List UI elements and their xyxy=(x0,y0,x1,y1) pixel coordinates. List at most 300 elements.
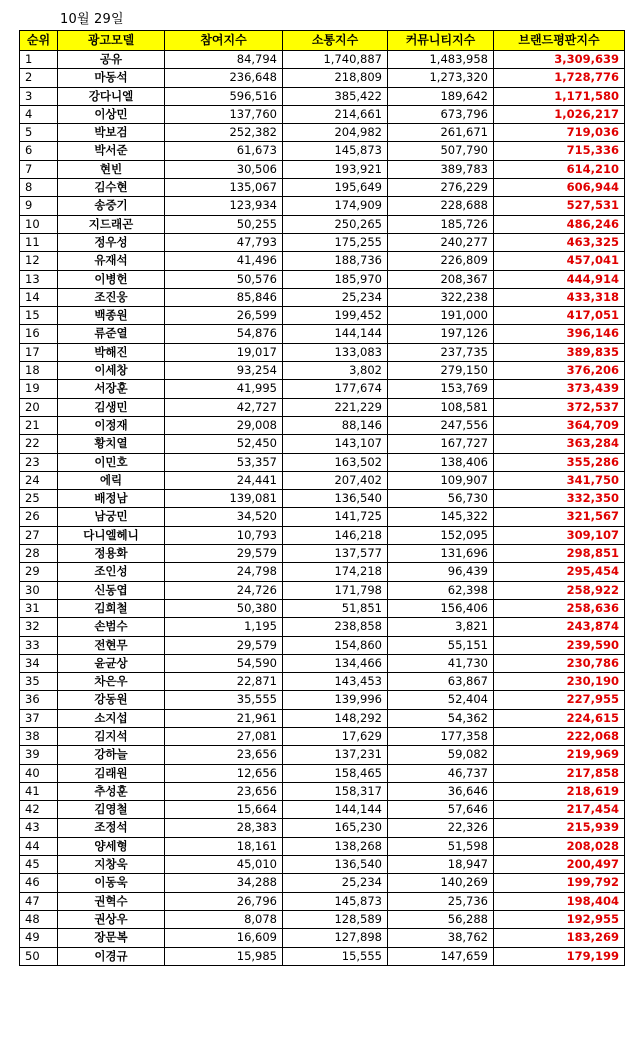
brand-reputation-cell: 457,041 xyxy=(494,252,625,270)
table-row xyxy=(20,270,625,288)
brand-reputation-cell: 614,210 xyxy=(494,160,625,178)
model-name-cell: 신동엽 xyxy=(58,581,165,599)
community-cell: 145,322 xyxy=(388,508,494,526)
communication-cell: 17,629 xyxy=(283,727,388,745)
communication-cell: 141,725 xyxy=(283,508,388,526)
participation-cell: 19,017 xyxy=(165,343,283,361)
rank-cell: 12 xyxy=(20,252,58,270)
table-row xyxy=(20,215,625,233)
brand-reputation-cell: 606,944 xyxy=(494,179,625,197)
rank-cell: 50 xyxy=(20,947,58,965)
brand-reputation-cell: 355,286 xyxy=(494,453,625,471)
community-cell: 261,671 xyxy=(388,124,494,142)
rank-cell: 38 xyxy=(20,727,58,745)
model-name-cell: 김수현 xyxy=(58,179,165,197)
communication-cell: 137,577 xyxy=(283,545,388,563)
community-cell: 57,646 xyxy=(388,801,494,819)
communication-cell: 128,589 xyxy=(283,910,388,928)
participation-cell: 26,796 xyxy=(165,892,283,910)
model-name-cell: 김희철 xyxy=(58,599,165,617)
model-name-cell: 강하늘 xyxy=(58,746,165,764)
brand-reputation-cell: 376,206 xyxy=(494,362,625,380)
table-row xyxy=(20,874,625,892)
table-row xyxy=(20,563,625,581)
table-row xyxy=(20,892,625,910)
rank-cell: 18 xyxy=(20,362,58,380)
brand-reputation-cell: 463,325 xyxy=(494,233,625,251)
participation-cell: 28,383 xyxy=(165,819,283,837)
community-cell: 25,736 xyxy=(388,892,494,910)
table-row xyxy=(20,51,625,69)
rank-cell: 3 xyxy=(20,87,58,105)
rank-cell: 44 xyxy=(20,837,58,855)
community-cell: 55,151 xyxy=(388,636,494,654)
brand-reputation-cell: 217,858 xyxy=(494,764,625,782)
community-cell: 507,790 xyxy=(388,142,494,160)
table-row xyxy=(20,709,625,727)
table-row xyxy=(20,819,625,837)
model-name-cell: 배정남 xyxy=(58,490,165,508)
model-name-cell: 전현무 xyxy=(58,636,165,654)
communication-cell: 165,230 xyxy=(283,819,388,837)
brand-reputation-cell: 224,615 xyxy=(494,709,625,727)
table-row xyxy=(20,252,625,270)
header-community: 커뮤니티지수 xyxy=(388,31,494,51)
community-cell: 22,326 xyxy=(388,819,494,837)
table-row xyxy=(20,654,625,672)
community-cell: 177,358 xyxy=(388,727,494,745)
brand-reputation-cell: 258,636 xyxy=(494,599,625,617)
brand-reputation-cell: 719,036 xyxy=(494,124,625,142)
participation-cell: 1,195 xyxy=(165,618,283,636)
communication-cell: 136,540 xyxy=(283,856,388,874)
rank-cell: 27 xyxy=(20,526,58,544)
table-row xyxy=(20,362,625,380)
rank-cell: 2 xyxy=(20,69,58,87)
rank-cell: 4 xyxy=(20,105,58,123)
brand-reputation-cell: 1,171,580 xyxy=(494,87,625,105)
rank-cell: 20 xyxy=(20,398,58,416)
rank-cell: 26 xyxy=(20,508,58,526)
communication-cell: 221,229 xyxy=(283,398,388,416)
communication-cell: 133,083 xyxy=(283,343,388,361)
communication-cell: 145,873 xyxy=(283,892,388,910)
community-cell: 36,646 xyxy=(388,782,494,800)
date-label: 10월 29일 xyxy=(60,12,124,27)
model-name-cell: 에릭 xyxy=(58,471,165,489)
communication-cell: 144,144 xyxy=(283,801,388,819)
model-name-cell: 지드래곤 xyxy=(58,215,165,233)
table-row xyxy=(20,947,625,965)
rank-cell: 15 xyxy=(20,307,58,325)
rank-cell: 33 xyxy=(20,636,58,654)
rank-cell: 46 xyxy=(20,874,58,892)
community-cell: 3,821 xyxy=(388,618,494,636)
model-name-cell: 강다니엘 xyxy=(58,87,165,105)
rank-cell: 36 xyxy=(20,691,58,709)
participation-cell: 54,590 xyxy=(165,654,283,672)
table-row xyxy=(20,746,625,764)
participation-cell: 50,380 xyxy=(165,599,283,617)
model-name-cell: 이동욱 xyxy=(58,874,165,892)
communication-cell: 1,740,887 xyxy=(283,51,388,69)
community-cell: 108,581 xyxy=(388,398,494,416)
communication-cell: 145,873 xyxy=(283,142,388,160)
model-name-cell: 이정재 xyxy=(58,416,165,434)
community-cell: 185,726 xyxy=(388,215,494,233)
communication-cell: 158,317 xyxy=(283,782,388,800)
communication-cell: 139,996 xyxy=(283,691,388,709)
community-cell: 51,598 xyxy=(388,837,494,855)
rank-cell: 17 xyxy=(20,343,58,361)
participation-cell: 54,876 xyxy=(165,325,283,343)
rank-cell: 49 xyxy=(20,929,58,947)
community-cell: 247,556 xyxy=(388,416,494,434)
participation-cell: 10,793 xyxy=(165,526,283,544)
rank-cell: 37 xyxy=(20,709,58,727)
table-row xyxy=(20,398,625,416)
community-cell: 197,126 xyxy=(388,325,494,343)
model-name-cell: 장문복 xyxy=(58,929,165,947)
communication-cell: 250,265 xyxy=(283,215,388,233)
brand-reputation-cell: 298,851 xyxy=(494,545,625,563)
model-name-cell: 박서준 xyxy=(58,142,165,160)
rank-cell: 22 xyxy=(20,435,58,453)
table-row xyxy=(20,160,625,178)
rank-cell: 1 xyxy=(20,51,58,69)
rank-cell: 41 xyxy=(20,782,58,800)
model-name-cell: 소지섭 xyxy=(58,709,165,727)
rank-cell: 21 xyxy=(20,416,58,434)
table-row xyxy=(20,233,625,251)
brand-reputation-cell: 3,309,639 xyxy=(494,51,625,69)
table-row xyxy=(20,197,625,215)
model-name-cell: 유재석 xyxy=(58,252,165,270)
participation-cell: 22,871 xyxy=(165,673,283,691)
brand-reputation-cell: 1,728,776 xyxy=(494,69,625,87)
table-row xyxy=(20,545,625,563)
communication-cell: 171,798 xyxy=(283,581,388,599)
brand-reputation-cell: 192,955 xyxy=(494,910,625,928)
community-cell: 54,362 xyxy=(388,709,494,727)
brand-reputation-cell: 199,792 xyxy=(494,874,625,892)
communication-cell: 195,649 xyxy=(283,179,388,197)
communication-cell: 199,452 xyxy=(283,307,388,325)
communication-cell: 25,234 xyxy=(283,874,388,892)
table-row xyxy=(20,325,625,343)
communication-cell: 193,921 xyxy=(283,160,388,178)
participation-cell: 15,985 xyxy=(165,947,283,965)
participation-cell: 61,673 xyxy=(165,142,283,160)
brand-reputation-cell: 527,531 xyxy=(494,197,625,215)
model-name-cell: 윤균상 xyxy=(58,654,165,672)
participation-cell: 27,081 xyxy=(165,727,283,745)
community-cell: 138,406 xyxy=(388,453,494,471)
model-name-cell: 김영철 xyxy=(58,801,165,819)
table-row xyxy=(20,124,625,142)
participation-cell: 596,516 xyxy=(165,87,283,105)
communication-cell: 238,858 xyxy=(283,618,388,636)
brand-reputation-cell: 219,969 xyxy=(494,746,625,764)
rank-cell: 30 xyxy=(20,581,58,599)
participation-cell: 18,161 xyxy=(165,837,283,855)
brand-reputation-cell: 200,497 xyxy=(494,856,625,874)
participation-cell: 50,576 xyxy=(165,270,283,288)
communication-cell: 204,982 xyxy=(283,124,388,142)
brand-reputation-cell: 444,914 xyxy=(494,270,625,288)
community-cell: 147,659 xyxy=(388,947,494,965)
table-row xyxy=(20,727,625,745)
table-row xyxy=(20,435,625,453)
model-name-cell: 이민호 xyxy=(58,453,165,471)
participation-cell: 47,793 xyxy=(165,233,283,251)
model-name-cell: 박보검 xyxy=(58,124,165,142)
community-cell: 38,762 xyxy=(388,929,494,947)
rank-cell: 25 xyxy=(20,490,58,508)
model-name-cell: 정용화 xyxy=(58,545,165,563)
table-row xyxy=(20,508,625,526)
participation-cell: 85,846 xyxy=(165,288,283,306)
model-name-cell: 황치열 xyxy=(58,435,165,453)
rank-cell: 6 xyxy=(20,142,58,160)
model-name-cell: 서장훈 xyxy=(58,380,165,398)
participation-cell: 26,599 xyxy=(165,307,283,325)
rank-cell: 23 xyxy=(20,453,58,471)
brand-reputation-cell: 198,404 xyxy=(494,892,625,910)
model-name-cell: 조정석 xyxy=(58,819,165,837)
model-name-cell: 이경규 xyxy=(58,947,165,965)
brand-reputation-cell: 218,619 xyxy=(494,782,625,800)
participation-cell: 137,760 xyxy=(165,105,283,123)
brand-reputation-cell: 179,199 xyxy=(494,947,625,965)
community-cell: 167,727 xyxy=(388,435,494,453)
communication-cell: 15,555 xyxy=(283,947,388,965)
table-row xyxy=(20,179,625,197)
communication-cell: 134,466 xyxy=(283,654,388,672)
community-cell: 153,769 xyxy=(388,380,494,398)
model-name-cell: 손범수 xyxy=(58,618,165,636)
model-name-cell: 권혁수 xyxy=(58,892,165,910)
brand-reputation-cell: 295,454 xyxy=(494,563,625,581)
brand-reputation-cell: 715,336 xyxy=(494,142,625,160)
model-name-cell: 류준열 xyxy=(58,325,165,343)
participation-cell: 139,081 xyxy=(165,490,283,508)
community-cell: 322,238 xyxy=(388,288,494,306)
brand-reputation-cell: 258,922 xyxy=(494,581,625,599)
community-cell: 56,288 xyxy=(388,910,494,928)
brand-reputation-cell: 217,454 xyxy=(494,801,625,819)
brand-reputation-cell: 230,190 xyxy=(494,673,625,691)
participation-cell: 24,798 xyxy=(165,563,283,581)
communication-cell: 148,292 xyxy=(283,709,388,727)
model-name-cell: 이세창 xyxy=(58,362,165,380)
communication-cell: 385,422 xyxy=(283,87,388,105)
participation-cell: 252,382 xyxy=(165,124,283,142)
participation-cell: 45,010 xyxy=(165,856,283,874)
brand-reputation-cell: 1,026,217 xyxy=(494,105,625,123)
community-cell: 673,796 xyxy=(388,105,494,123)
model-name-cell: 공유 xyxy=(58,51,165,69)
table-row xyxy=(20,581,625,599)
participation-cell: 34,288 xyxy=(165,874,283,892)
community-cell: 63,867 xyxy=(388,673,494,691)
communication-cell: 88,146 xyxy=(283,416,388,434)
community-cell: 1,483,958 xyxy=(388,51,494,69)
header-brand-reputation: 브랜드평판지수 xyxy=(494,31,625,51)
communication-cell: 127,898 xyxy=(283,929,388,947)
participation-cell: 16,609 xyxy=(165,929,283,947)
communication-cell: 158,465 xyxy=(283,764,388,782)
table-body xyxy=(20,51,625,966)
table-row xyxy=(20,69,625,87)
communication-cell: 174,218 xyxy=(283,563,388,581)
participation-cell: 29,008 xyxy=(165,416,283,434)
table-row xyxy=(20,142,625,160)
brand-reputation-cell: 363,284 xyxy=(494,435,625,453)
brand-reputation-cell: 417,051 xyxy=(494,307,625,325)
brand-reputation-cell: 364,709 xyxy=(494,416,625,434)
table-row xyxy=(20,856,625,874)
header-communication: 소통지수 xyxy=(283,31,388,51)
rank-cell: 39 xyxy=(20,746,58,764)
table-row xyxy=(20,764,625,782)
rank-cell: 5 xyxy=(20,124,58,142)
participation-cell: 23,656 xyxy=(165,746,283,764)
model-name-cell: 김생민 xyxy=(58,398,165,416)
communication-cell: 218,809 xyxy=(283,69,388,87)
header-rank: 순위 xyxy=(20,31,58,51)
participation-cell: 52,450 xyxy=(165,435,283,453)
community-cell: 131,696 xyxy=(388,545,494,563)
rank-cell: 29 xyxy=(20,563,58,581)
participation-cell: 123,934 xyxy=(165,197,283,215)
model-name-cell: 조진웅 xyxy=(58,288,165,306)
brand-reputation-cell: 332,350 xyxy=(494,490,625,508)
participation-cell: 30,506 xyxy=(165,160,283,178)
table-row xyxy=(20,105,625,123)
brand-reputation-cell: 372,537 xyxy=(494,398,625,416)
table-row xyxy=(20,618,625,636)
community-cell: 226,809 xyxy=(388,252,494,270)
model-name-cell: 마동석 xyxy=(58,69,165,87)
participation-cell: 41,496 xyxy=(165,252,283,270)
model-name-cell: 조인성 xyxy=(58,563,165,581)
model-name-cell: 백종원 xyxy=(58,307,165,325)
participation-cell: 24,441 xyxy=(165,471,283,489)
participation-cell: 34,520 xyxy=(165,508,283,526)
model-name-cell: 이병헌 xyxy=(58,270,165,288)
brand-reputation-cell: 309,107 xyxy=(494,526,625,544)
table-row xyxy=(20,636,625,654)
rank-cell: 9 xyxy=(20,197,58,215)
communication-cell: 25,234 xyxy=(283,288,388,306)
rank-cell: 31 xyxy=(20,599,58,617)
brand-reputation-cell: 243,874 xyxy=(494,618,625,636)
model-name-cell: 양세형 xyxy=(58,837,165,855)
brand-reputation-cell: 321,567 xyxy=(494,508,625,526)
rank-cell: 7 xyxy=(20,160,58,178)
table-row xyxy=(20,691,625,709)
community-cell: 96,439 xyxy=(388,563,494,581)
table-row xyxy=(20,380,625,398)
rank-cell: 43 xyxy=(20,819,58,837)
rank-cell: 13 xyxy=(20,270,58,288)
community-cell: 191,000 xyxy=(388,307,494,325)
communication-cell: 143,453 xyxy=(283,673,388,691)
participation-cell: 15,664 xyxy=(165,801,283,819)
participation-cell: 21,961 xyxy=(165,709,283,727)
community-cell: 1,273,320 xyxy=(388,69,494,87)
table-row xyxy=(20,929,625,947)
rank-cell: 14 xyxy=(20,288,58,306)
rank-cell: 19 xyxy=(20,380,58,398)
communication-cell: 185,970 xyxy=(283,270,388,288)
rank-cell: 16 xyxy=(20,325,58,343)
rank-cell: 8 xyxy=(20,179,58,197)
community-cell: 237,735 xyxy=(388,343,494,361)
community-cell: 52,404 xyxy=(388,691,494,709)
model-name-cell: 강동원 xyxy=(58,691,165,709)
community-cell: 189,642 xyxy=(388,87,494,105)
community-cell: 152,095 xyxy=(388,526,494,544)
community-cell: 109,907 xyxy=(388,471,494,489)
participation-cell: 23,656 xyxy=(165,782,283,800)
table-row xyxy=(20,837,625,855)
community-cell: 228,688 xyxy=(388,197,494,215)
header-model: 광고모델 xyxy=(58,31,165,51)
community-cell: 156,406 xyxy=(388,599,494,617)
community-cell: 240,277 xyxy=(388,233,494,251)
model-name-cell: 정우성 xyxy=(58,233,165,251)
community-cell: 59,082 xyxy=(388,746,494,764)
table-row xyxy=(20,87,625,105)
communication-cell: 207,402 xyxy=(283,471,388,489)
rank-cell: 45 xyxy=(20,856,58,874)
community-cell: 140,269 xyxy=(388,874,494,892)
model-name-cell: 박해진 xyxy=(58,343,165,361)
brand-reputation-cell: 486,246 xyxy=(494,215,625,233)
community-cell: 56,730 xyxy=(388,490,494,508)
participation-cell: 42,727 xyxy=(165,398,283,416)
table-row xyxy=(20,343,625,361)
rank-cell: 32 xyxy=(20,618,58,636)
header-row xyxy=(20,31,625,51)
community-cell: 208,367 xyxy=(388,270,494,288)
table-row xyxy=(20,599,625,617)
brand-reputation-cell: 433,318 xyxy=(494,288,625,306)
communication-cell: 146,218 xyxy=(283,526,388,544)
rank-cell: 40 xyxy=(20,764,58,782)
table-row xyxy=(20,673,625,691)
communication-cell: 175,255 xyxy=(283,233,388,251)
participation-cell: 135,067 xyxy=(165,179,283,197)
header-participation: 참여지수 xyxy=(165,31,283,51)
brand-reputation-cell: 341,750 xyxy=(494,471,625,489)
participation-cell: 93,254 xyxy=(165,362,283,380)
participation-cell: 41,995 xyxy=(165,380,283,398)
model-name-cell: 이상민 xyxy=(58,105,165,123)
communication-cell: 137,231 xyxy=(283,746,388,764)
brand-reputation-cell: 373,439 xyxy=(494,380,625,398)
community-cell: 279,150 xyxy=(388,362,494,380)
table-row xyxy=(20,307,625,325)
table-row xyxy=(20,416,625,434)
community-cell: 18,947 xyxy=(388,856,494,874)
rank-cell: 35 xyxy=(20,673,58,691)
model-name-cell: 지창욱 xyxy=(58,856,165,874)
participation-cell: 12,656 xyxy=(165,764,283,782)
rank-cell: 34 xyxy=(20,654,58,672)
